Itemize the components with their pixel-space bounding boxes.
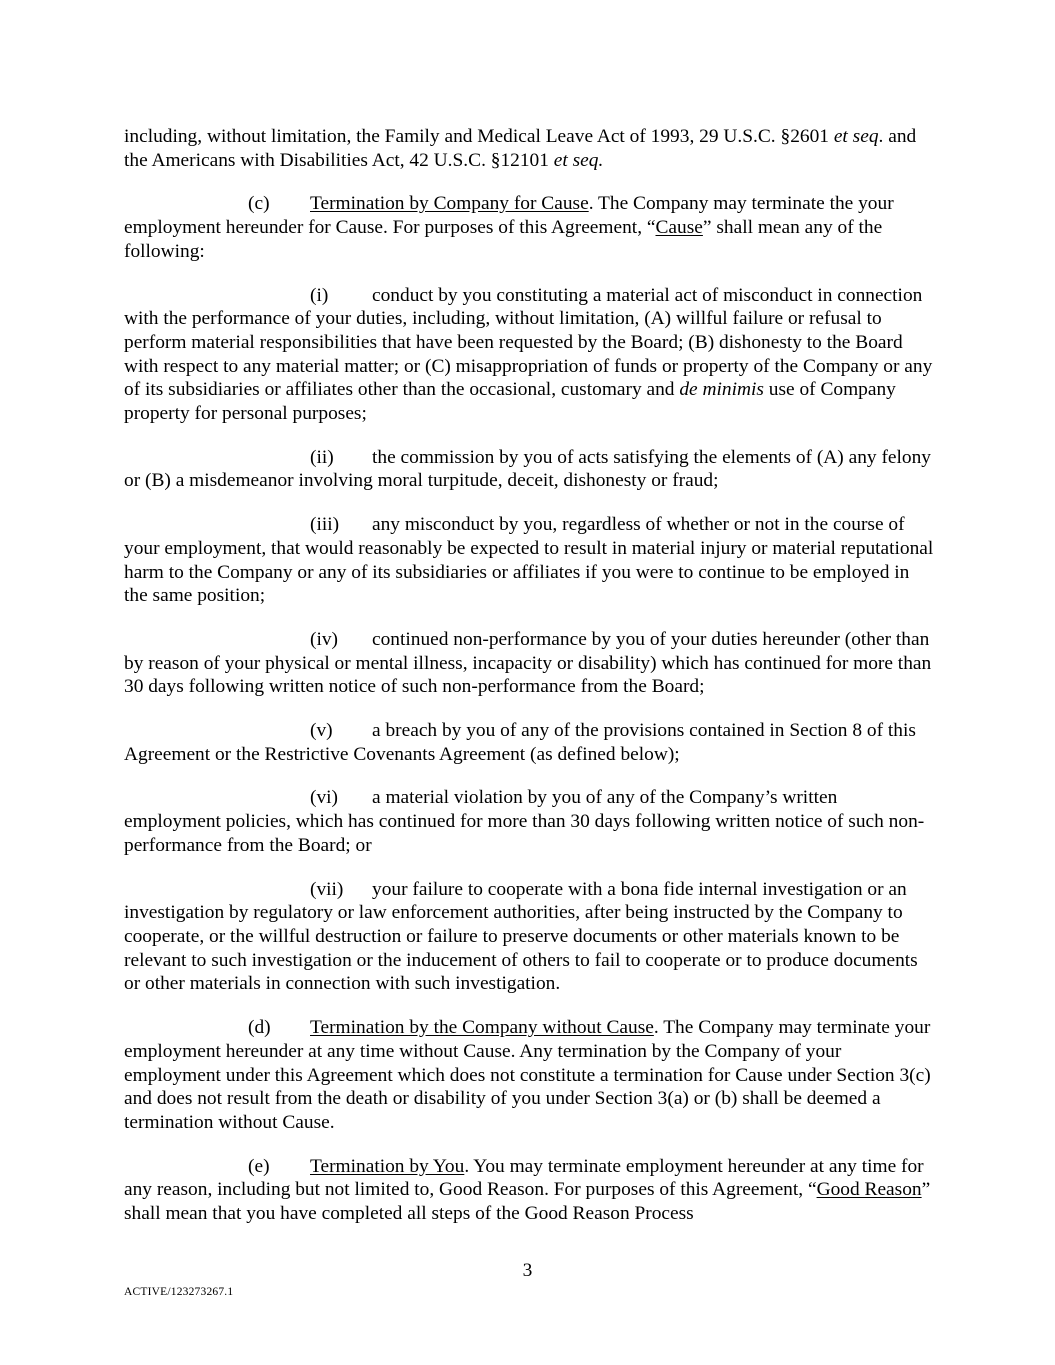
- clause-label: (iv): [310, 628, 338, 650]
- clause-label: (iii): [310, 514, 340, 536]
- defined-term: Good Reason: [816, 1179, 922, 1201]
- section-e-paragraph: (e) Termination by You. You may terminate employment hereunder at any time for any reason, including but not limited to, Good Reason. For purposes of this Agreement, “Good Reason” shall mean that you have completed all steps of the Good Reason Process: [124, 1155, 931, 1225]
- section-label: (c): [248, 193, 270, 215]
- clause-ii: (ii) the commission by you of acts satisfying the elements of (A) any felony or (B) a misdemeanor involving moral turpitude, deceit, dishonesty or fraud;: [124, 446, 931, 492]
- clause-i: (i) conduct by you constituting a material act of misconduct in connection with the performance of your duties, including, without limitation, (A) willful failure or refusal to perform material responsibilities that have been requested by the Board; (B) dishonesty to the Board with respect to any material matter; or (C) misappropriation of funds or property of the Company or any of its subsidiaries or affiliates other than the occasional, customary and de minimis use of Company property for personal purposes;: [124, 284, 933, 425]
- section-heading: Termination by Company for Cause: [310, 193, 589, 215]
- section-label: (d): [248, 1017, 271, 1039]
- clause-vi: (vi) a material violation by you of any of the Company’s written employment policies, which has continued for more than 30 days following written notice of such non-performance from the Board; or: [124, 787, 925, 856]
- document-id: ACTIVE/123273267.1: [124, 1286, 234, 1298]
- document-body: [124, 125, 934, 1246]
- clause-v: (v) a breach by you of any of the provisions contained in Section 8 of this Agreement or the Restrictive Covenants Agreement (as defined below);: [124, 720, 916, 765]
- section-label: (e): [248, 1155, 270, 1177]
- clause-label: (ii): [310, 446, 334, 468]
- section-heading: Termination by the Company without Cause: [310, 1017, 654, 1039]
- page-number: 3: [522, 1260, 533, 1281]
- clause-label: (vi): [310, 787, 338, 809]
- section-c-paragraph: (c) Termination by Company for Cause. The Company may terminate the your employment hereunder for Cause. For purposes of this Agreement, “Cause” shall mean any of the following:: [124, 193, 894, 262]
- clause-vii: (vii) your failure to cooperate with a bona fide internal investigation or an investigation by regulatory or law enforcement authorities, after being instructed by the Company to cooperate, or the willful destruction or failure to preserve documents or other materials known to be relevant to such investigation or the inducement of others to fail to cooperate or to produce documents or other materials in connection with such investigation.: [124, 878, 918, 995]
- defined-term: Cause: [655, 217, 703, 239]
- section-d-paragraph: (d) Termination by the Company without Cause. The Company may terminate your employment hereunder at any time without Cause. Any termination by the Company of your employment under this Agreement which does not constitute a termination for Cause under Section 3(c) and does not result from the death or disability of you under Section 3(a) or (b) shall be deemed a termination without Cause.: [124, 1017, 931, 1133]
- clause-iv: (iv) continued non-performance by you of your duties hereunder (other than by reason of your physical or mental illness, incapacity or disability) which has continued for more than 30 days following written notice of such non-performance from the Board;: [124, 628, 932, 698]
- clause-label: (vii): [310, 878, 344, 900]
- clause-label: (i): [310, 284, 329, 306]
- intro-paragraph: including, without limitation, the Family and Medical Leave Act of 1993, 29 U.S.C. §2601 et seq. and the Americans with Disabilities Act, 42 U.S.C. §12101 et seq.: [124, 126, 917, 171]
- section-heading: Termination by You: [310, 1155, 465, 1177]
- clause-label: (v): [310, 720, 333, 742]
- clause-iii: (iii) any misconduct by you, regardless of whether or not in the course of your employment, that would reasonably be expected to result in material injury or material reputational harm to the Company or any of its subsidiaries or affiliates if you were to continue to be employed in the same position;: [124, 514, 934, 607]
